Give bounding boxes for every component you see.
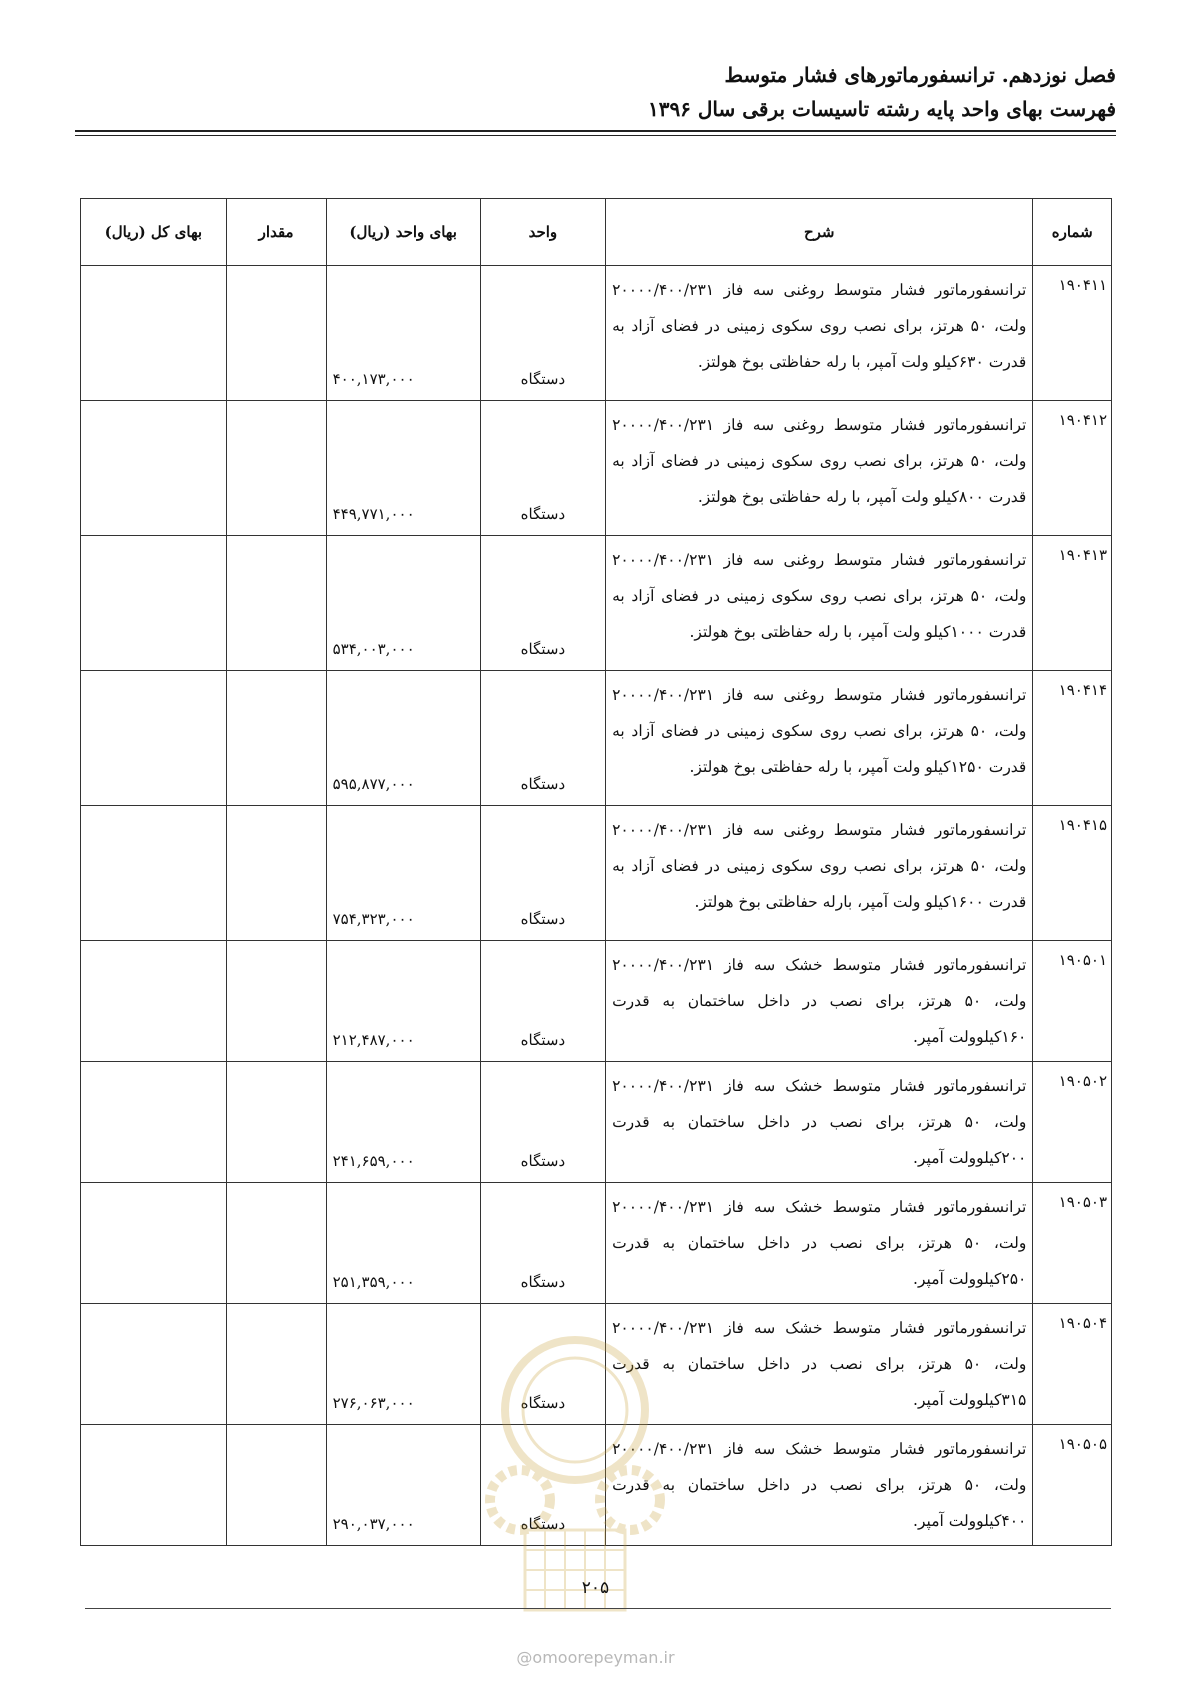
item-unit: دستگاه	[480, 1304, 605, 1425]
item-description: ترانسفورماتور فشار متوسط روغنی سه فاز ۲۰۰۰۰/۴۰۰/۲۳۱ ولت، ۵۰ هرتز، برای نصب روی سکوی زمینی در فضای آزاد به قدرت ۶۳۰کیلو ولت آمپر، با رله حفاظتی بوخ هولتز.	[606, 266, 1033, 401]
item-unit: دستگاه	[480, 401, 605, 536]
table-row	[81, 1183, 1112, 1304]
table-row	[81, 1062, 1112, 1183]
table-header-row	[81, 199, 1112, 266]
item-unit-price: ۲۷۶,۰۶۳,۰۰۰	[326, 1304, 480, 1425]
item-total-price	[81, 806, 227, 941]
item-quantity	[226, 1183, 326, 1304]
column-header-description: شرح	[606, 199, 1033, 266]
item-total-price	[81, 1062, 227, 1183]
item-number: ۱۹۰۵۰۲	[1033, 1062, 1112, 1183]
table-row	[81, 536, 1112, 671]
column-header-total-price: بهای کل (ریال)	[81, 199, 227, 266]
item-description: ترانسفورماتور فشار متوسط خشک سه فاز ۲۰۰۰۰/۴۰۰/۲۳۱ ولت، ۵۰ هرتز، برای نصب در داخل ساختمان به قدرت ۴۰۰کیلوولت آمپر.	[606, 1425, 1033, 1546]
item-description: ترانسفورماتور فشار متوسط روغنی سه فاز ۲۰۰۰۰/۴۰۰/۲۳۱ ولت، ۵۰ هرتز، برای نصب روی سکوی زمینی در فضای آزاد به قدرت ۱۶۰۰کیلو ولت آمپر، بارله حفاظتی بوخ هولتز.	[606, 806, 1033, 941]
item-unit-price: ۲۹۰,۰۳۷,۰۰۰	[326, 1425, 480, 1546]
item-description: ترانسفورماتور فشار متوسط خشک سه فاز ۲۰۰۰۰/۴۰۰/۲۳۱ ولت، ۵۰ هرتز، برای نصب در داخل ساختمان به قدرت ۱۶۰کیلوولت آمپر.	[606, 941, 1033, 1062]
item-quantity	[226, 401, 326, 536]
table-row	[81, 941, 1112, 1062]
table-row	[81, 806, 1112, 941]
item-description: ترانسفورماتور فشار متوسط روغنی سه فاز ۲۰۰۰۰/۴۰۰/۲۳۱ ولت، ۵۰ هرتز، برای نصب روی سکوی زمینی در فضای آزاد به قدرت ۱۲۵۰کیلو ولت آمپر، با رله حفاظتی بوخ هولتز.	[606, 671, 1033, 806]
item-quantity	[226, 1304, 326, 1425]
item-number: ۱۹۰۴۱۴	[1033, 671, 1112, 806]
item-number: ۱۹۰۴۱۲	[1033, 401, 1112, 536]
item-number: ۱۹۰۵۰۳	[1033, 1183, 1112, 1304]
item-unit: دستگاه	[480, 941, 605, 1062]
column-header-unit: واحد	[480, 199, 605, 266]
item-total-price	[81, 671, 227, 806]
item-unit-price: ۴۰۰,۱۷۳,۰۰۰	[326, 266, 480, 401]
item-unit: دستگاه	[480, 266, 605, 401]
item-unit: دستگاه	[480, 1425, 605, 1546]
item-unit-price: ۴۴۹,۷۷۱,۰۰۰	[326, 401, 480, 536]
item-number: ۱۹۰۵۰۱	[1033, 941, 1112, 1062]
item-unit: دستگاه	[480, 671, 605, 806]
page-number: ۲۰۵	[581, 1578, 610, 1598]
item-number: ۱۹۰۴۱۵	[1033, 806, 1112, 941]
item-quantity	[226, 1062, 326, 1183]
item-unit-price: ۵۳۴,۰۰۳,۰۰۰	[326, 536, 480, 671]
item-total-price	[81, 266, 227, 401]
item-total-price	[81, 1304, 227, 1425]
item-description: ترانسفورماتور فشار متوسط روغنی سه فاز ۲۰۰۰۰/۴۰۰/۲۳۱ ولت، ۵۰ هرتز، برای نصب روی سکوی زمینی در فضای آزاد به قدرت ۸۰۰کیلو ولت آمپر، با رله حفاظتی بوخ هولتز.	[606, 401, 1033, 536]
item-quantity	[226, 266, 326, 401]
item-total-price	[81, 941, 227, 1062]
watermark-text: @omoorepeyman.ir	[516, 1648, 675, 1667]
column-header-number: شماره	[1033, 199, 1112, 266]
item-unit-price: ۲۵۱,۳۵۹,۰۰۰	[326, 1183, 480, 1304]
item-unit: دستگاه	[480, 806, 605, 941]
table-row	[81, 266, 1112, 401]
item-description: ترانسفورماتور فشار متوسط خشک سه فاز ۲۰۰۰۰/۴۰۰/۲۳۱ ولت، ۵۰ هرتز، برای نصب در داخل ساختمان به قدرت ۲۰۰کیلوولت آمپر.	[606, 1062, 1033, 1183]
table-row	[81, 401, 1112, 536]
item-number: ۱۹۰۵۰۵	[1033, 1425, 1112, 1546]
item-total-price	[81, 401, 227, 536]
item-number: ۱۹۰۵۰۴	[1033, 1304, 1112, 1425]
item-unit-price: ۵۹۵,۸۷۷,۰۰۰	[326, 671, 480, 806]
item-description: ترانسفورماتور فشار متوسط خشک سه فاز ۲۰۰۰۰/۴۰۰/۲۳۱ ولت، ۵۰ هرتز، برای نصب در داخل ساختمان به قدرت ۳۱۵کیلوولت آمپر.	[606, 1304, 1033, 1425]
item-unit: دستگاه	[480, 1183, 605, 1304]
document-title: فهرست بهای واحد پایه رشته تاسیسات برقی سال ۱۳۹۶	[647, 97, 1116, 121]
table-row	[81, 671, 1112, 806]
header-rule-thick	[75, 130, 1116, 132]
footer-rule	[85, 1608, 1111, 1609]
column-header-quantity: مقدار	[226, 199, 326, 266]
item-unit: دستگاه	[480, 1062, 605, 1183]
item-unit-price: ۷۵۴,۳۲۳,۰۰۰	[326, 806, 480, 941]
page-header	[75, 58, 1116, 126]
item-total-price	[81, 1425, 227, 1546]
item-quantity	[226, 671, 326, 806]
item-description: ترانسفورماتور فشار متوسط خشک سه فاز ۲۰۰۰۰/۴۰۰/۲۳۱ ولت، ۵۰ هرتز، برای نصب در داخل ساختمان به قدرت ۲۵۰کیلوولت آمپر.	[606, 1183, 1033, 1304]
item-number: ۱۹۰۴۱۳	[1033, 536, 1112, 671]
item-total-price	[81, 536, 227, 671]
item-quantity	[226, 536, 326, 671]
chapter-title: فصل نوزدهم. ترانسفورماتورهای فشار متوسط	[724, 63, 1116, 87]
item-quantity	[226, 806, 326, 941]
item-description: ترانسفورماتور فشار متوسط روغنی سه فاز ۲۰۰۰۰/۴۰۰/۲۳۱ ولت، ۵۰ هرتز، برای نصب روی سکوی زمینی در فضای آزاد به قدرت ۱۰۰۰کیلو ولت آمپر، با رله حفاظتی بوخ هولتز.	[606, 536, 1033, 671]
column-header-unit-price: بهای واحد (ریال)	[326, 199, 480, 266]
item-unit: دستگاه	[480, 536, 605, 671]
item-quantity	[226, 941, 326, 1062]
item-total-price	[81, 1183, 227, 1304]
item-number: ۱۹۰۴۱۱	[1033, 266, 1112, 401]
item-unit-price: ۲۱۲,۴۸۷,۰۰۰	[326, 941, 480, 1062]
header-rule-thin	[75, 135, 1116, 136]
item-unit-price: ۲۴۱,۶۵۹,۰۰۰	[326, 1062, 480, 1183]
item-quantity	[226, 1425, 326, 1546]
